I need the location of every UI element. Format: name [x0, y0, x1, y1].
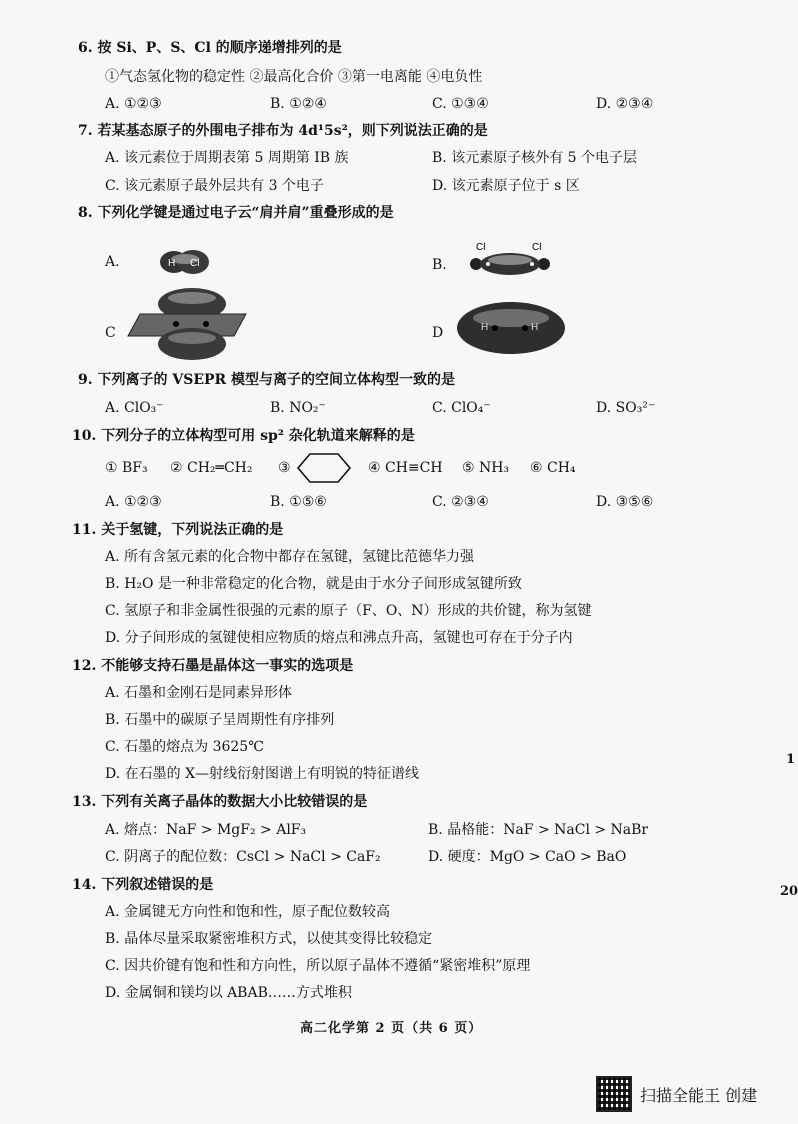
q7-option-d: D. 该元素原子位于 s 区 [432, 178, 580, 194]
sigma-pp-orbital-figure [466, 238, 556, 278]
q8-stem: 8. 下列化学键是通过电子云“肩并肩”重叠形成的是 [78, 205, 394, 221]
q13-option-d: D. 硬度：MgO > CaO > BaO [428, 849, 627, 865]
q10-option-a: A. ①②③ [105, 494, 162, 510]
q6-option-d: D. ②③④ [596, 96, 654, 112]
q10-option-d: D. ③⑤⑥ [596, 494, 654, 510]
q13-option-b: B. 晶格能：NaF > NaCl > NaBr [428, 822, 649, 838]
q8-option-b: B. [432, 257, 447, 273]
q10-item-2: ② CH₂═CH₂ [170, 460, 253, 476]
q9-stem: 9. 下列离子的 VSEPR 模型与离子的空间立体构型一致的是 [78, 372, 456, 388]
sigma-ss-orbital-figure [155, 246, 215, 278]
q11-option-d: D. 分子间形成的氢键使相应物质的熔点和沸点升高，氢键也可存在于分子内 [105, 630, 573, 646]
q12-option-d: D. 在石墨的 X—射线衍射图谱上有明锐的特征谱线 [105, 766, 420, 782]
q7-option-c: C. 该元素原子最外层共有 3 个电子 [105, 178, 324, 194]
q10-item-6: ⑥ CH₄ [530, 460, 576, 476]
q11-option-a: A. 所有含氢元素的化合物中都存在氢键，氢键比范德华力强 [105, 549, 475, 565]
q6-stem: 6. 按 Si、P、S、Cl 的顺序递增排列的是 [78, 40, 342, 56]
q6-option-a: A. ①②③ [105, 96, 162, 112]
q10-option-b: B. ①⑤⑥ [270, 494, 327, 510]
q10-option-c: C. ②③④ [432, 494, 489, 510]
q9-option-a: A. ClO₃⁻ [105, 400, 164, 416]
q6-option-b: B. ①②④ [270, 96, 327, 112]
q12-stem: 12. 不能够支持石墨是晶体这一事实的选项是 [72, 658, 354, 674]
q13-option-a: A. 熔点：NaF > MgF₂ > AlF₃ [105, 822, 307, 838]
q8-d-h1-label: H [481, 322, 489, 333]
q14-stem: 14. 下列叙述错误的是 [72, 877, 214, 893]
q8-d-h2-label: H [531, 322, 539, 333]
q9-option-c: C. ClO₄⁻ [432, 400, 491, 416]
q10-item-3: ③ [278, 460, 291, 476]
q6-option-c: C. ①③④ [432, 96, 489, 112]
q11-option-b: B. H₂O 是一种非常稳定的化合物，就是由于水分子间形成氢键所致 [105, 576, 522, 592]
q8-a-h-label: H [168, 258, 176, 269]
q13-stem: 13. 下列有关离子晶体的数据大小比较错误的是 [72, 794, 368, 810]
q7-stem: 7. 若某基态原子的外围电子排布为 4d¹5s²，则下列说法正确的是 [78, 123, 488, 139]
qr-code-icon [596, 1076, 632, 1112]
q12-option-c: C. 石墨的熔点为 3625℃ [105, 739, 264, 755]
q12-option-b: B. 石墨中的碳原子呈周期性有序排列 [105, 712, 335, 728]
scanner-brand-label: 扫描全能王 创建 [640, 1086, 758, 1105]
q11-option-c: C. 氢原子和非金属性很强的元素的原子（F、O、N）形成的共价键，称为氢键 [105, 603, 592, 619]
q14-option-d: D. 金属铜和镁均以 ABAB……方式堆积 [105, 985, 352, 1001]
q8-option-d: D [432, 325, 444, 341]
q13-option-c: C. 阴离子的配位数：CsCl > NaCl > CaF₂ [105, 849, 381, 865]
edge-mark-2: 20 [780, 884, 798, 899]
q14-option-a: A. 金属键无方向性和饱和性，原子配位数较高 [105, 904, 391, 920]
q8-option-a: A. [105, 254, 120, 270]
q8-option-c: C [105, 325, 116, 341]
pi-bond-orbital-figure [126, 286, 256, 361]
benzene-ring-icon [296, 452, 352, 484]
q8-b-cl2-label: Cl [532, 242, 542, 253]
edge-mark-1: 1 [786, 752, 796, 767]
q11-stem: 11. 关于氢键，下列说法正确的是 [72, 522, 284, 538]
q14-option-c: C. 因共价键有饱和性和方向性，所以原子晶体不遵循“紧密堆积”原理 [105, 958, 531, 974]
q10-item-5: ⑤ NH₃ [462, 460, 510, 476]
q9-option-d: D. SO₃²⁻ [596, 400, 656, 416]
q7-option-b: B. 该元素原子核外有 5 个电子层 [432, 150, 637, 166]
q8-b-cl1-label: Cl [476, 242, 486, 253]
h2-sigma-orbital-figure [455, 300, 570, 356]
q10-item-1: ① BF₃ [105, 460, 148, 476]
q10-stem: 10. 下列分子的立体构型可用 sp² 杂化轨道来解释的是 [72, 428, 415, 444]
q8-a-cl-label: Cl [190, 258, 200, 269]
q9-option-b: B. NO₂⁻ [270, 400, 326, 416]
q10-item-4: ④ CH≡CH [368, 460, 443, 476]
q12-option-a: A. 石墨和金刚石是同素异形体 [105, 685, 293, 701]
q7-option-a: A. 该元素位于周期表第 5 周期第 IB 族 [105, 150, 349, 166]
page-footer: 高二化学第 2 页（共 6 页） [300, 1021, 483, 1036]
q6-items: ①气态氢化物的稳定性 ②最高化合价 ③第一电离能 ④电负性 [105, 69, 483, 85]
q14-option-b: B. 晶体尽量采取紧密堆积方式，以使其变得比较稳定 [105, 931, 433, 947]
